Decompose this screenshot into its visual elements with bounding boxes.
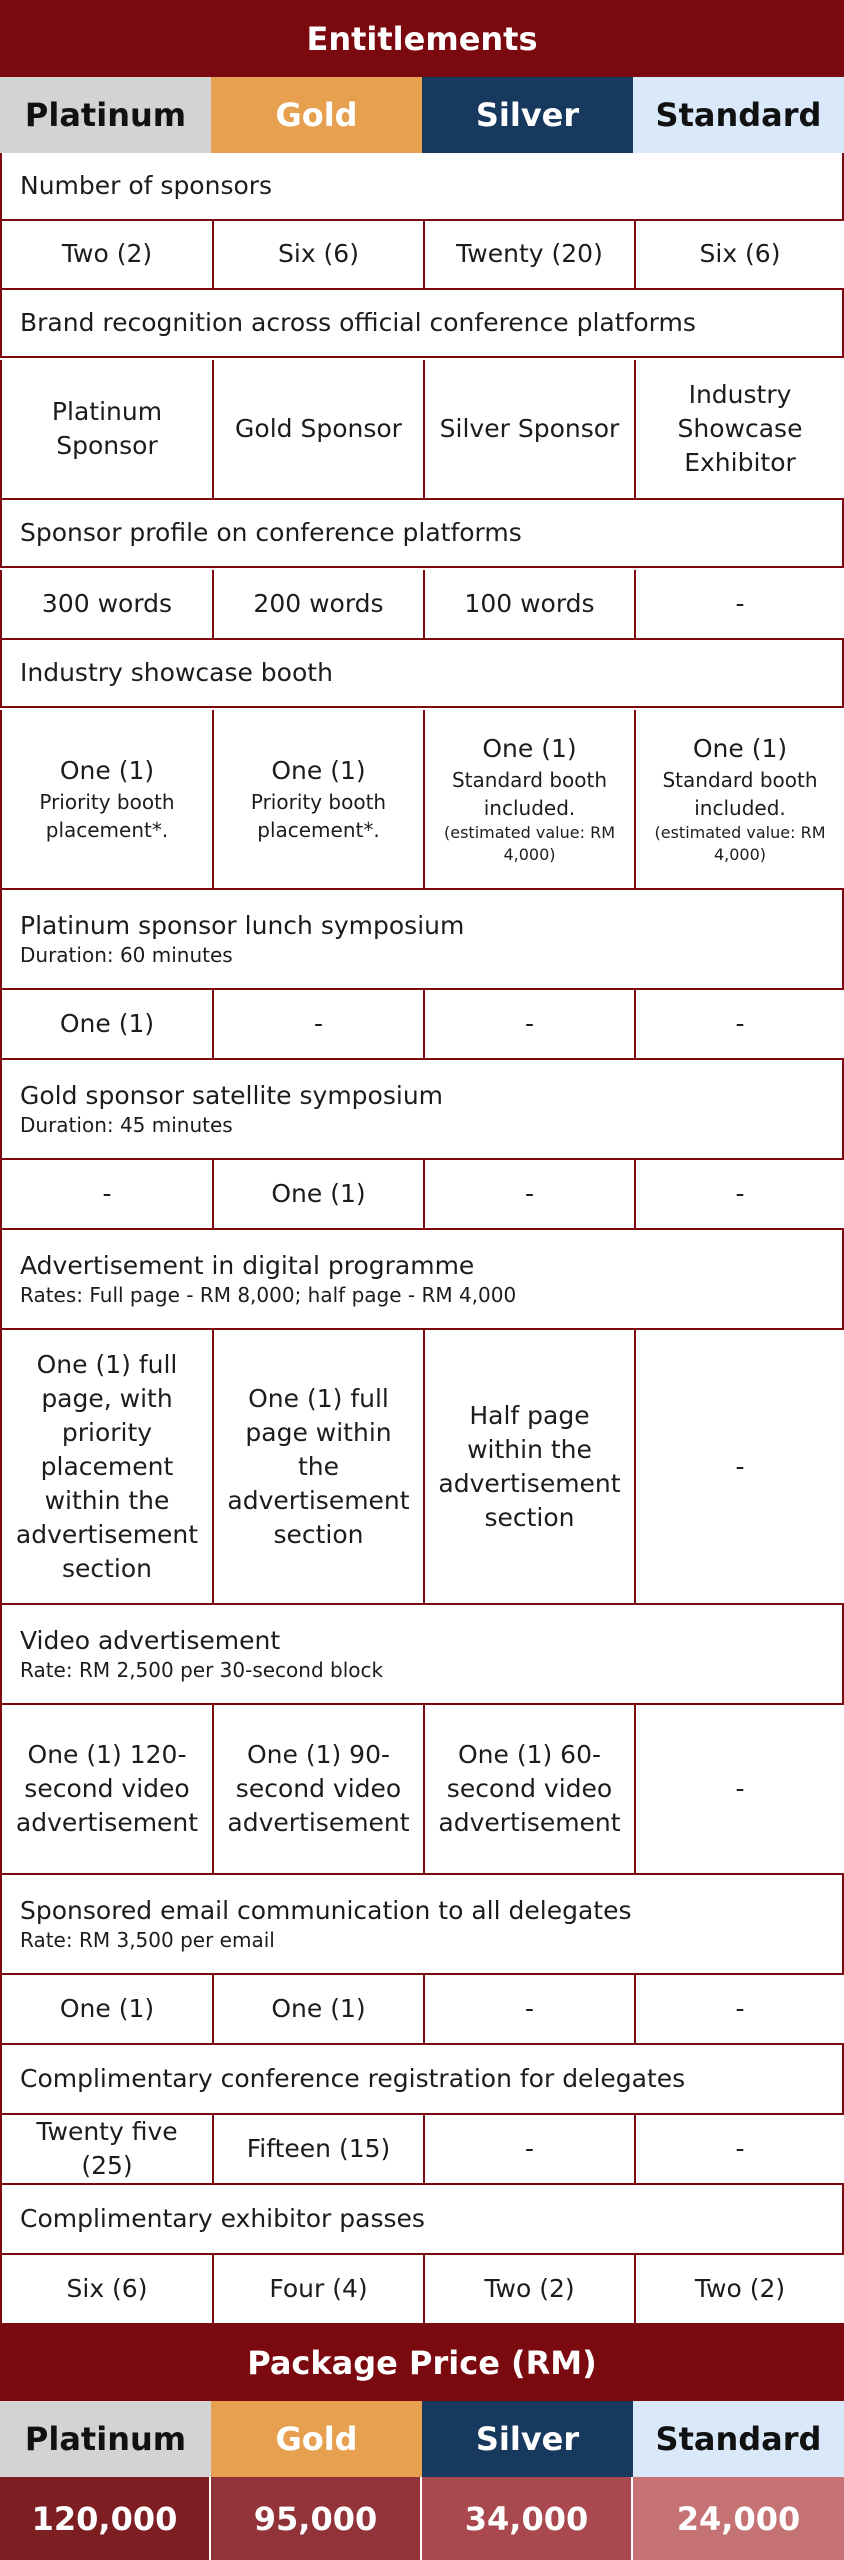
value-cell-standard xyxy=(636,360,844,498)
tier-label-standard: Standard xyxy=(633,77,844,153)
value-cell-platinum xyxy=(2,220,214,288)
value-main-text: 100 words xyxy=(464,589,595,618)
entitlements-header: Entitlements xyxy=(0,0,844,77)
entitlement-label xyxy=(0,1060,844,1160)
value-cell-platinum xyxy=(2,990,214,1058)
value-cell-platinum xyxy=(2,2115,214,2183)
tier-label-standard: Standard xyxy=(633,2401,844,2477)
entitlement-title: Video advertisement xyxy=(20,1626,281,1655)
package-price-row xyxy=(0,2477,844,2560)
entitlement-values-row xyxy=(0,220,844,290)
value-main-text: Two (2) xyxy=(484,2274,575,2303)
value-cell-silver xyxy=(425,1330,636,1603)
entitlement-values-row xyxy=(0,1975,844,2045)
value-note-text: Standard booth included. xyxy=(662,768,818,820)
entitlement-label xyxy=(0,500,844,568)
value-main-text: 200 words xyxy=(253,589,384,618)
value-cell-platinum xyxy=(2,360,214,498)
value-main-text: - xyxy=(735,1994,745,2023)
value-main-text: Platinum Sponsor xyxy=(51,397,163,460)
price-silver: 34,000 xyxy=(422,2477,633,2560)
value-cell-silver xyxy=(425,1705,636,1873)
entitlement-label xyxy=(0,2185,844,2255)
value-main-text: - xyxy=(735,1774,745,1803)
value-main-text: Two (2) xyxy=(694,2274,786,2303)
value-cell-silver xyxy=(425,360,636,498)
value-cell-platinum xyxy=(2,2255,214,2323)
value-cell-standard xyxy=(636,1975,844,2043)
value-main-text: One (1) 90-second video advertisement xyxy=(227,1740,410,1837)
entitlement-title: Sponsored email communication to all delegates xyxy=(20,1896,632,1925)
entitlement-values-row xyxy=(0,1160,844,1230)
value-main-text: - xyxy=(313,1009,324,1038)
value-main-text: - xyxy=(524,1994,535,2023)
value-main-text: Half page within the advertisement section xyxy=(438,1400,621,1532)
entitlement-rate-note: Rates: Full page - RM 8,000; half page - RM 4,000 xyxy=(20,1283,517,1307)
entitlement-values-row xyxy=(0,2255,844,2325)
value-main-text: - xyxy=(735,589,745,618)
value-cell-standard xyxy=(636,1160,844,1228)
entitlement-label xyxy=(0,1875,844,1975)
entitlement-title: Complimentary exhibitor passes xyxy=(20,2204,425,2233)
value-cell-gold xyxy=(214,1330,425,1603)
tier-label-gold: Gold xyxy=(211,77,422,153)
value-cell-standard xyxy=(636,1330,844,1603)
value-cell-platinum xyxy=(2,1975,214,2043)
value-cell-gold xyxy=(214,1705,425,1873)
value-cell-standard xyxy=(636,990,844,1058)
value-main-text: One (1) 120-second video advertisement xyxy=(15,1740,199,1837)
value-main-text: Six (6) xyxy=(278,239,359,268)
tier-label-platinum: Platinum xyxy=(0,2401,211,2477)
tier-label-platinum: Platinum xyxy=(0,77,211,153)
value-main-text: One (1) xyxy=(692,734,788,763)
value-note-text: Priority booth placement*. xyxy=(250,790,387,842)
entitlement-label xyxy=(0,1605,844,1705)
value-main-text: One (1) xyxy=(482,734,577,763)
value-note-text: Priority booth placement*. xyxy=(39,790,175,842)
value-estimate-text: (estimated value: RM 4,000) xyxy=(654,823,826,864)
entitlement-values-row xyxy=(0,570,844,640)
entitlement-values-row xyxy=(0,710,844,890)
value-main-text: - xyxy=(524,1009,535,1038)
entitlement-label xyxy=(0,2045,844,2115)
package-price-header: Package Price (RM) xyxy=(0,2325,844,2401)
value-main-text: Four (4) xyxy=(269,2274,368,2303)
value-main-text: Silver Sponsor xyxy=(439,414,620,443)
value-cell-gold xyxy=(214,2255,425,2323)
tier-header-row xyxy=(0,77,844,153)
value-cell-platinum xyxy=(2,1160,214,1228)
value-cell-standard xyxy=(636,1705,844,1873)
value-cell-gold xyxy=(214,360,425,498)
entitlement-values-row xyxy=(0,360,844,500)
entitlement-label xyxy=(0,153,844,221)
value-cell-silver xyxy=(425,2115,636,2183)
value-cell-gold xyxy=(214,2115,425,2183)
value-cell-silver xyxy=(425,220,636,288)
entitlement-values-row xyxy=(0,1330,844,1605)
value-cell-gold xyxy=(214,570,425,638)
value-cell-platinum xyxy=(2,710,214,888)
tier-header-row-package xyxy=(0,2401,844,2477)
value-main-text: 300 words xyxy=(41,589,173,618)
value-main-text: One (1) xyxy=(59,1009,155,1038)
entitlement-rate-note: Duration: 45 minutes xyxy=(20,1113,233,1137)
value-main-text: One (1) 60-second video advertisement xyxy=(438,1740,621,1837)
entitlement-label xyxy=(0,890,844,990)
value-cell-platinum xyxy=(2,1330,214,1603)
price-gold: 95,000 xyxy=(211,2477,422,2560)
value-cell-standard xyxy=(636,220,844,288)
value-note-text: Standard booth included. xyxy=(451,768,608,820)
value-main-text: One (1) xyxy=(59,756,155,785)
entitlement-title: Gold sponsor satellite symposium xyxy=(20,1081,444,1110)
entitlement-rate-note: Duration: 60 minutes xyxy=(20,943,233,967)
value-main-text: One (1) full page within the advertisement section xyxy=(227,1383,410,1549)
value-cell-silver xyxy=(425,710,636,888)
price-standard: 24,000 xyxy=(633,2477,844,2560)
entitlement-title: Advertisement in digital programme xyxy=(20,1251,475,1280)
value-main-text: One (1) xyxy=(271,756,366,785)
value-main-text: Six (6) xyxy=(66,2274,148,2303)
value-cell-platinum xyxy=(2,1705,214,1873)
tier-label-silver: Silver xyxy=(422,2401,633,2477)
value-cell-gold xyxy=(214,220,425,288)
value-main-text: Twenty five (25) xyxy=(36,2117,178,2180)
value-cell-gold xyxy=(214,990,425,1058)
value-cell-standard xyxy=(636,570,844,638)
entitlement-title: Sponsor profile on conference platforms xyxy=(20,518,522,547)
price-platinum: 120,000 xyxy=(0,2477,211,2560)
value-main-text: One (1) xyxy=(59,1994,155,2023)
value-main-text: One (1) xyxy=(271,1179,366,1208)
tier-label-gold: Gold xyxy=(211,2401,422,2477)
value-main-text: - xyxy=(735,1179,745,1208)
value-main-text: - xyxy=(735,2134,745,2163)
value-cell-silver xyxy=(425,990,636,1058)
entitlement-rate-note: Rate: RM 2,500 per 30-second block xyxy=(20,1658,384,1682)
entitlement-values-row xyxy=(0,990,844,1060)
value-main-text: - xyxy=(735,1451,745,1481)
value-main-text: Six (6) xyxy=(699,239,781,268)
value-main-text: - xyxy=(524,1179,535,1208)
value-main-text: Twenty (20) xyxy=(456,239,603,268)
value-cell-silver xyxy=(425,1975,636,2043)
entitlement-title: Number of sponsors xyxy=(20,171,273,200)
entitlement-title: Industry showcase booth xyxy=(20,658,333,687)
entitlement-title: Brand recognition across official conference platforms xyxy=(20,308,696,337)
value-cell-standard xyxy=(636,2255,844,2323)
value-cell-gold xyxy=(214,710,425,888)
value-main-text: One (1) xyxy=(271,1994,366,2023)
value-cell-platinum xyxy=(2,570,214,638)
entitlement-label xyxy=(0,1230,844,1330)
value-main-text: One (1) full page, with priority placement within the advertisement section xyxy=(15,1349,199,1583)
value-main-text: Gold Sponsor xyxy=(235,414,402,443)
entitlement-values-row xyxy=(0,2115,844,2185)
entitlement-title: Complimentary conference registration for delegates xyxy=(20,2064,686,2093)
entitlement-title: Platinum sponsor lunch symposium xyxy=(20,911,465,940)
value-main-text: - xyxy=(735,1009,745,1038)
value-main-text: Two (2) xyxy=(61,239,153,268)
value-main-text: Industry Showcase Exhibitor xyxy=(677,380,803,477)
value-main-text: Fifteen (15) xyxy=(246,2134,391,2163)
value-main-text: - xyxy=(524,2134,535,2163)
entitlement-values-row xyxy=(0,1705,844,1875)
value-cell-standard xyxy=(636,710,844,888)
tier-label-silver: Silver xyxy=(422,77,633,153)
value-cell-silver xyxy=(425,1160,636,1228)
value-cell-standard xyxy=(636,2115,844,2183)
entitlement-label xyxy=(0,640,844,708)
entitlement-label xyxy=(0,290,844,358)
value-cell-silver xyxy=(425,570,636,638)
value-estimate-text: (estimated value: RM 4,000) xyxy=(444,823,615,864)
value-cell-gold xyxy=(214,1160,425,1228)
value-main-text: - xyxy=(102,1179,112,1208)
value-cell-gold xyxy=(214,1975,425,2043)
value-cell-silver xyxy=(425,2255,636,2323)
entitlement-rate-note: Rate: RM 3,500 per email xyxy=(20,1928,275,1952)
